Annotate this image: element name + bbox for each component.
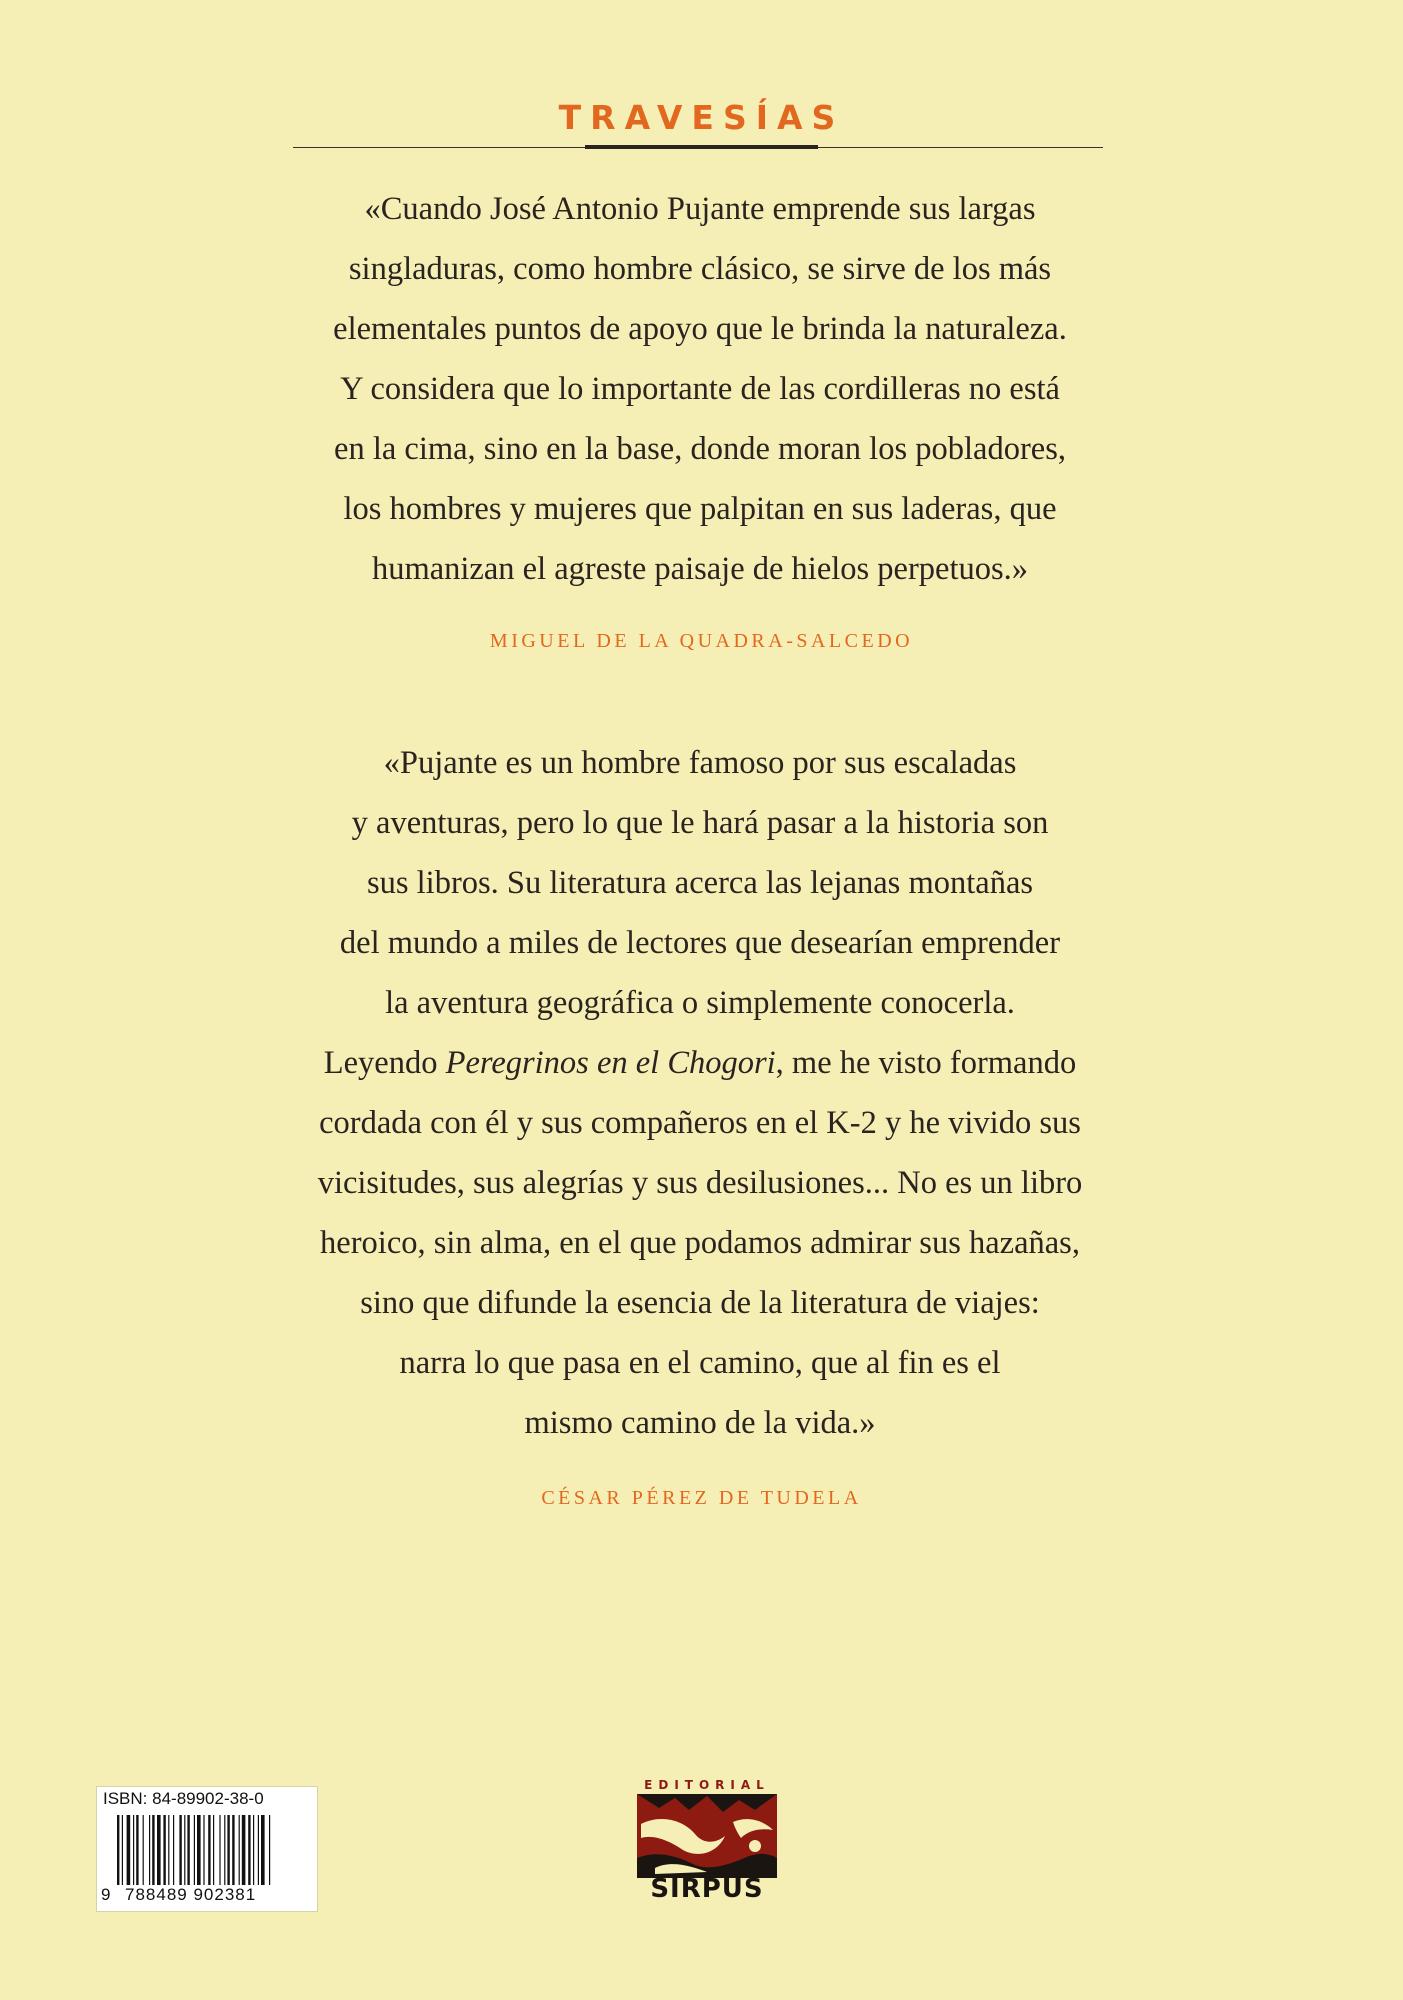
quote-author-2: CÉSAR PÉREZ DE TUDELA xyxy=(541,1487,862,1509)
publisher-logo-top-text: EDITORIAL xyxy=(644,1778,770,1792)
ean-first-digit: 9 xyxy=(101,1885,111,1904)
quote-line: sino que difunde la esencia de la literatura de viajes: xyxy=(360,1285,1040,1321)
publisher-name: SIRPUS xyxy=(650,1874,764,1904)
ean-digits: 788489 902381 xyxy=(125,1885,257,1904)
quote-line: Y considera que lo importante de las cordilleras no está xyxy=(340,371,1060,407)
quote-line: humanizan el agreste paisaje de hielos perpetuos.» xyxy=(371,551,1029,587)
header-rule-accent xyxy=(585,145,818,149)
quote-line: narra lo que pasa en el camino, que al fin es el xyxy=(399,1345,1001,1381)
quote-text: Leyendo xyxy=(323,1045,446,1081)
quote-line: heroico, sin alma, en el que podamos admirar sus hazañas, xyxy=(320,1225,1080,1261)
quote-line: vicisitudes, sus alegrías y sus desilusiones... No es un libro xyxy=(317,1165,1083,1201)
publisher-emblem-icon xyxy=(637,1794,777,1878)
quote-block-2 xyxy=(270,733,1130,1453)
quote-text: , me he visto formando xyxy=(775,1045,1077,1081)
quote-line: «Cuando José Antonio Pujante emprende sus largas xyxy=(364,191,1036,227)
isbn-label: ISBN: 84-89902-38-0 xyxy=(103,1789,264,1808)
quote-line: en la cima, sino en la base, donde moran los pobladores, xyxy=(334,431,1066,467)
quote-line: la aventura geográfica o simplemente conocerla. xyxy=(385,985,1015,1021)
quote-line xyxy=(270,1033,1130,1093)
quote-line: elementales puntos de apoyo que le brinda la naturaleza. xyxy=(333,311,1067,347)
quote-line: singladuras, como hombre clásico, se sirve de los más xyxy=(348,251,1052,287)
barcode-image xyxy=(117,1815,309,1885)
quote-line: del mundo a miles de lectores que desearían emprender xyxy=(339,925,1061,961)
quote-line: cordada con él y sus compañeros en el K-2 y he vivido sus xyxy=(319,1105,1081,1141)
quote-line: «Pujante es un hombre famoso por sus escaladas xyxy=(383,745,1017,781)
book-title: Peregrinos en el Chogori xyxy=(445,1045,776,1081)
quote-line: y aventuras, pero lo que le hará pasar a la historia son xyxy=(351,805,1049,841)
isbn-barcode-box xyxy=(96,1786,318,1912)
quote-line: los hombres y mujeres que palpitan en sus laderas, que xyxy=(343,491,1057,527)
series-title: TRAVESÍAS xyxy=(558,98,845,137)
quote-line: sus libros. Su literatura acerca las lejanas montañas xyxy=(366,865,1034,901)
quote-block-1 xyxy=(270,179,1130,599)
publisher-logo xyxy=(634,1778,780,1908)
quote-author-1: MIGUEL DE LA QUADRA-SALCEDO xyxy=(489,630,914,652)
quote-line: mismo camino de la vida.» xyxy=(524,1405,876,1441)
